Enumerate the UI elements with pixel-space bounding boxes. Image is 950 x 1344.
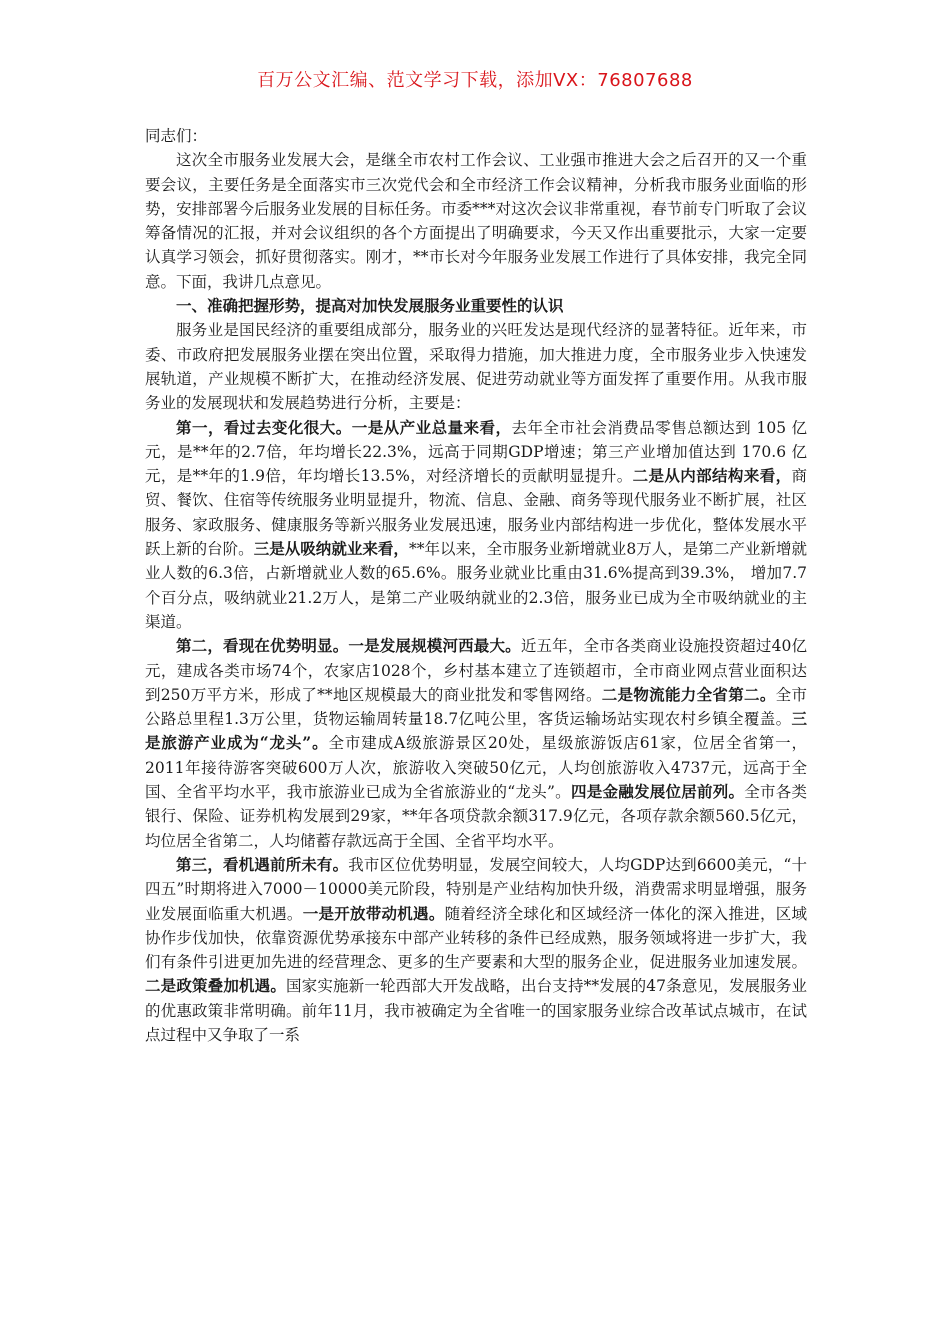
text-run: 我市区位优势明显，发展空间较大，人均GDP达到6600美元，“十四五”时期将进入7000－10000美元阶段，特别是产业结构加快升级，消费需求明显增强，服务业发展面临重大机遇。: [145, 855, 807, 923]
bold-text-run: 第一，看过去变化很大。一是从产业总量来看，: [176, 417, 512, 437]
text-run: 去年全市社会消费品零售总额达到 105 亿元，是**年的2.7倍，年均增长22.3%，远高于同期GDP增速；第三产业增加值达到 170.6 亿元，是**年的1.9倍，年均增长13.5%，对经济增长的贡献明显提升。: [145, 418, 807, 486]
salutation: 同志们：: [145, 127, 208, 145]
text-run: 全市各类银行、保险、证券机构发展到29家，**年各项贷款余额317.9亿元，各项存款余额560.5亿元，均位居全省第二，人均储蓄存款远高于全国、全省平均水平。: [145, 783, 807, 850]
body-paragraph: [145, 318, 807, 415]
body-paragraph: [145, 634, 807, 853]
bold-text-run: 三是从吸纳就业来看，: [253, 539, 409, 559]
body-paragraph: [145, 416, 807, 635]
text-run: 服务业是国民经济的重要组成部分，服务业的兴旺发达是现代经济的显著特征。近年来，市委、市政府把发展服务业摆在突出位置，采取得力措施，加大推进力度，全市服务业步入快速发展轨道，产业规模不断扩大，在推动经济发展、促进劳动就业等方面发挥了重要作用。从我市服务业的发展现状和发展趋势进行分析，主要是：: [145, 321, 807, 413]
body-paragraph: [145, 294, 807, 318]
bold-text-run: 三是旅游产业成为“龙头”。: [145, 709, 807, 753]
bold-text-run: 第三，看机遇前所未有。: [176, 854, 349, 874]
paragraph-list: [145, 148, 807, 1047]
body-paragraph: [145, 148, 807, 294]
bold-text-run: 四是金融发展位居前列。: [570, 782, 745, 802]
bold-text-run: 二是政策叠加机遇。: [145, 976, 286, 996]
text-run: 国家实施新一轮西部大开发战略，出台支持**发展的47条意见，发展服务业的优惠政策非常明确。前年11月，我市被确定为全省唯一的国家服务业综合改革试点城市，在试点过程中又争取了一系: [145, 977, 807, 1044]
bold-text-run: 一、准确把握形势，提高对加快发展服务业重要性的认识: [176, 296, 564, 316]
text-run: 全市公路总里程1.3万公里，货物运输周转量18.7亿吨公里，客货运输场站实现农村乡镇全覆盖。: [145, 685, 807, 729]
text-run: 商贸、餐饮、住宿等传统服务业明显提升，物流、信息、金融、商务等现代服务业不断扩展，社区服务、家政服务、健康服务等新兴服务业发展迅速，服务业内部结构进一步优化，整体发展水平跃上新的台阶。: [145, 467, 807, 559]
bold-text-run: 一是开放带动机遇。: [302, 903, 445, 923]
body-paragraph: [145, 853, 807, 1047]
watermark-header: 百万公文汇编、范文学习下载，添加VX：76807688: [257, 70, 693, 91]
bold-text-run: 二是从内部结构来看，: [632, 466, 792, 486]
document-body: [145, 124, 807, 1047]
text-run: 这次全市服务业发展大会，是继全市农村工作会议、工业强市推进大会之后召开的又一个重要会议，主要任务是全面落实市三次党代会和全市经济工作会议精神，分析我市服务业面临的形势，安排部署今后服务业发展的目标任务。市委***对这次会议非常重视，春节前专门听取了会议筹备情况的汇报，并对会议组织的各个方面提出了明确要求，今天又作出重要批示，大家一定要认真学习领会，抓好贯彻落实。刚才，**市长对今年服务业发展工作进行了具体安排，我完全同意。下面，我讲几点意见。: [145, 151, 807, 291]
bold-text-run: 第二，看现在优势明显。一是发展规模河西最大。: [176, 636, 521, 656]
text-run: **年以来，全市服务业新增就业8万人，是第二产业新增就业人数的6.3倍，占新增就业人数的65.6%。服务业就业比重由31.6%提高到39.3%， 增加7.7个百分点，吸纳就业21.2万人，是第二产业吸纳就业的2.3倍，服务业已成为全市吸纳就业的主渠道。: [145, 540, 807, 631]
bold-text-run: 二是物流能力全省第二。: [601, 684, 776, 704]
text-run: 近五年，全市各类商业设施投资超过40亿元，建成各类市场74个，农家店1028个，乡村基本建立了连锁超市，全市商业网点营业面积达到250万平方米，形成了**地区规模最大的商业批发和零售网络。: [145, 637, 807, 704]
text-run: 随着经济全球化和区域经济一体化的深入推进，区域协作步伐加快，依靠资源优势承接东中部产业转移的条件已经成熟，服务领域将进一步扩大，我们有条件引进更加先进的经营理念、更多的生产要素和大型的服务企业，促进服务业加速发展。: [145, 904, 807, 972]
text-run: 全市建成A级旅游景区20处，星级旅游饭店61家，位居全省第一，2011年接待游客突破600万人次，旅游收入突破50亿元，人均创旅游收入4737元，远高于全国、全省平均水平，我市旅游业已成为全省旅游业的“龙头”。: [145, 734, 807, 802]
